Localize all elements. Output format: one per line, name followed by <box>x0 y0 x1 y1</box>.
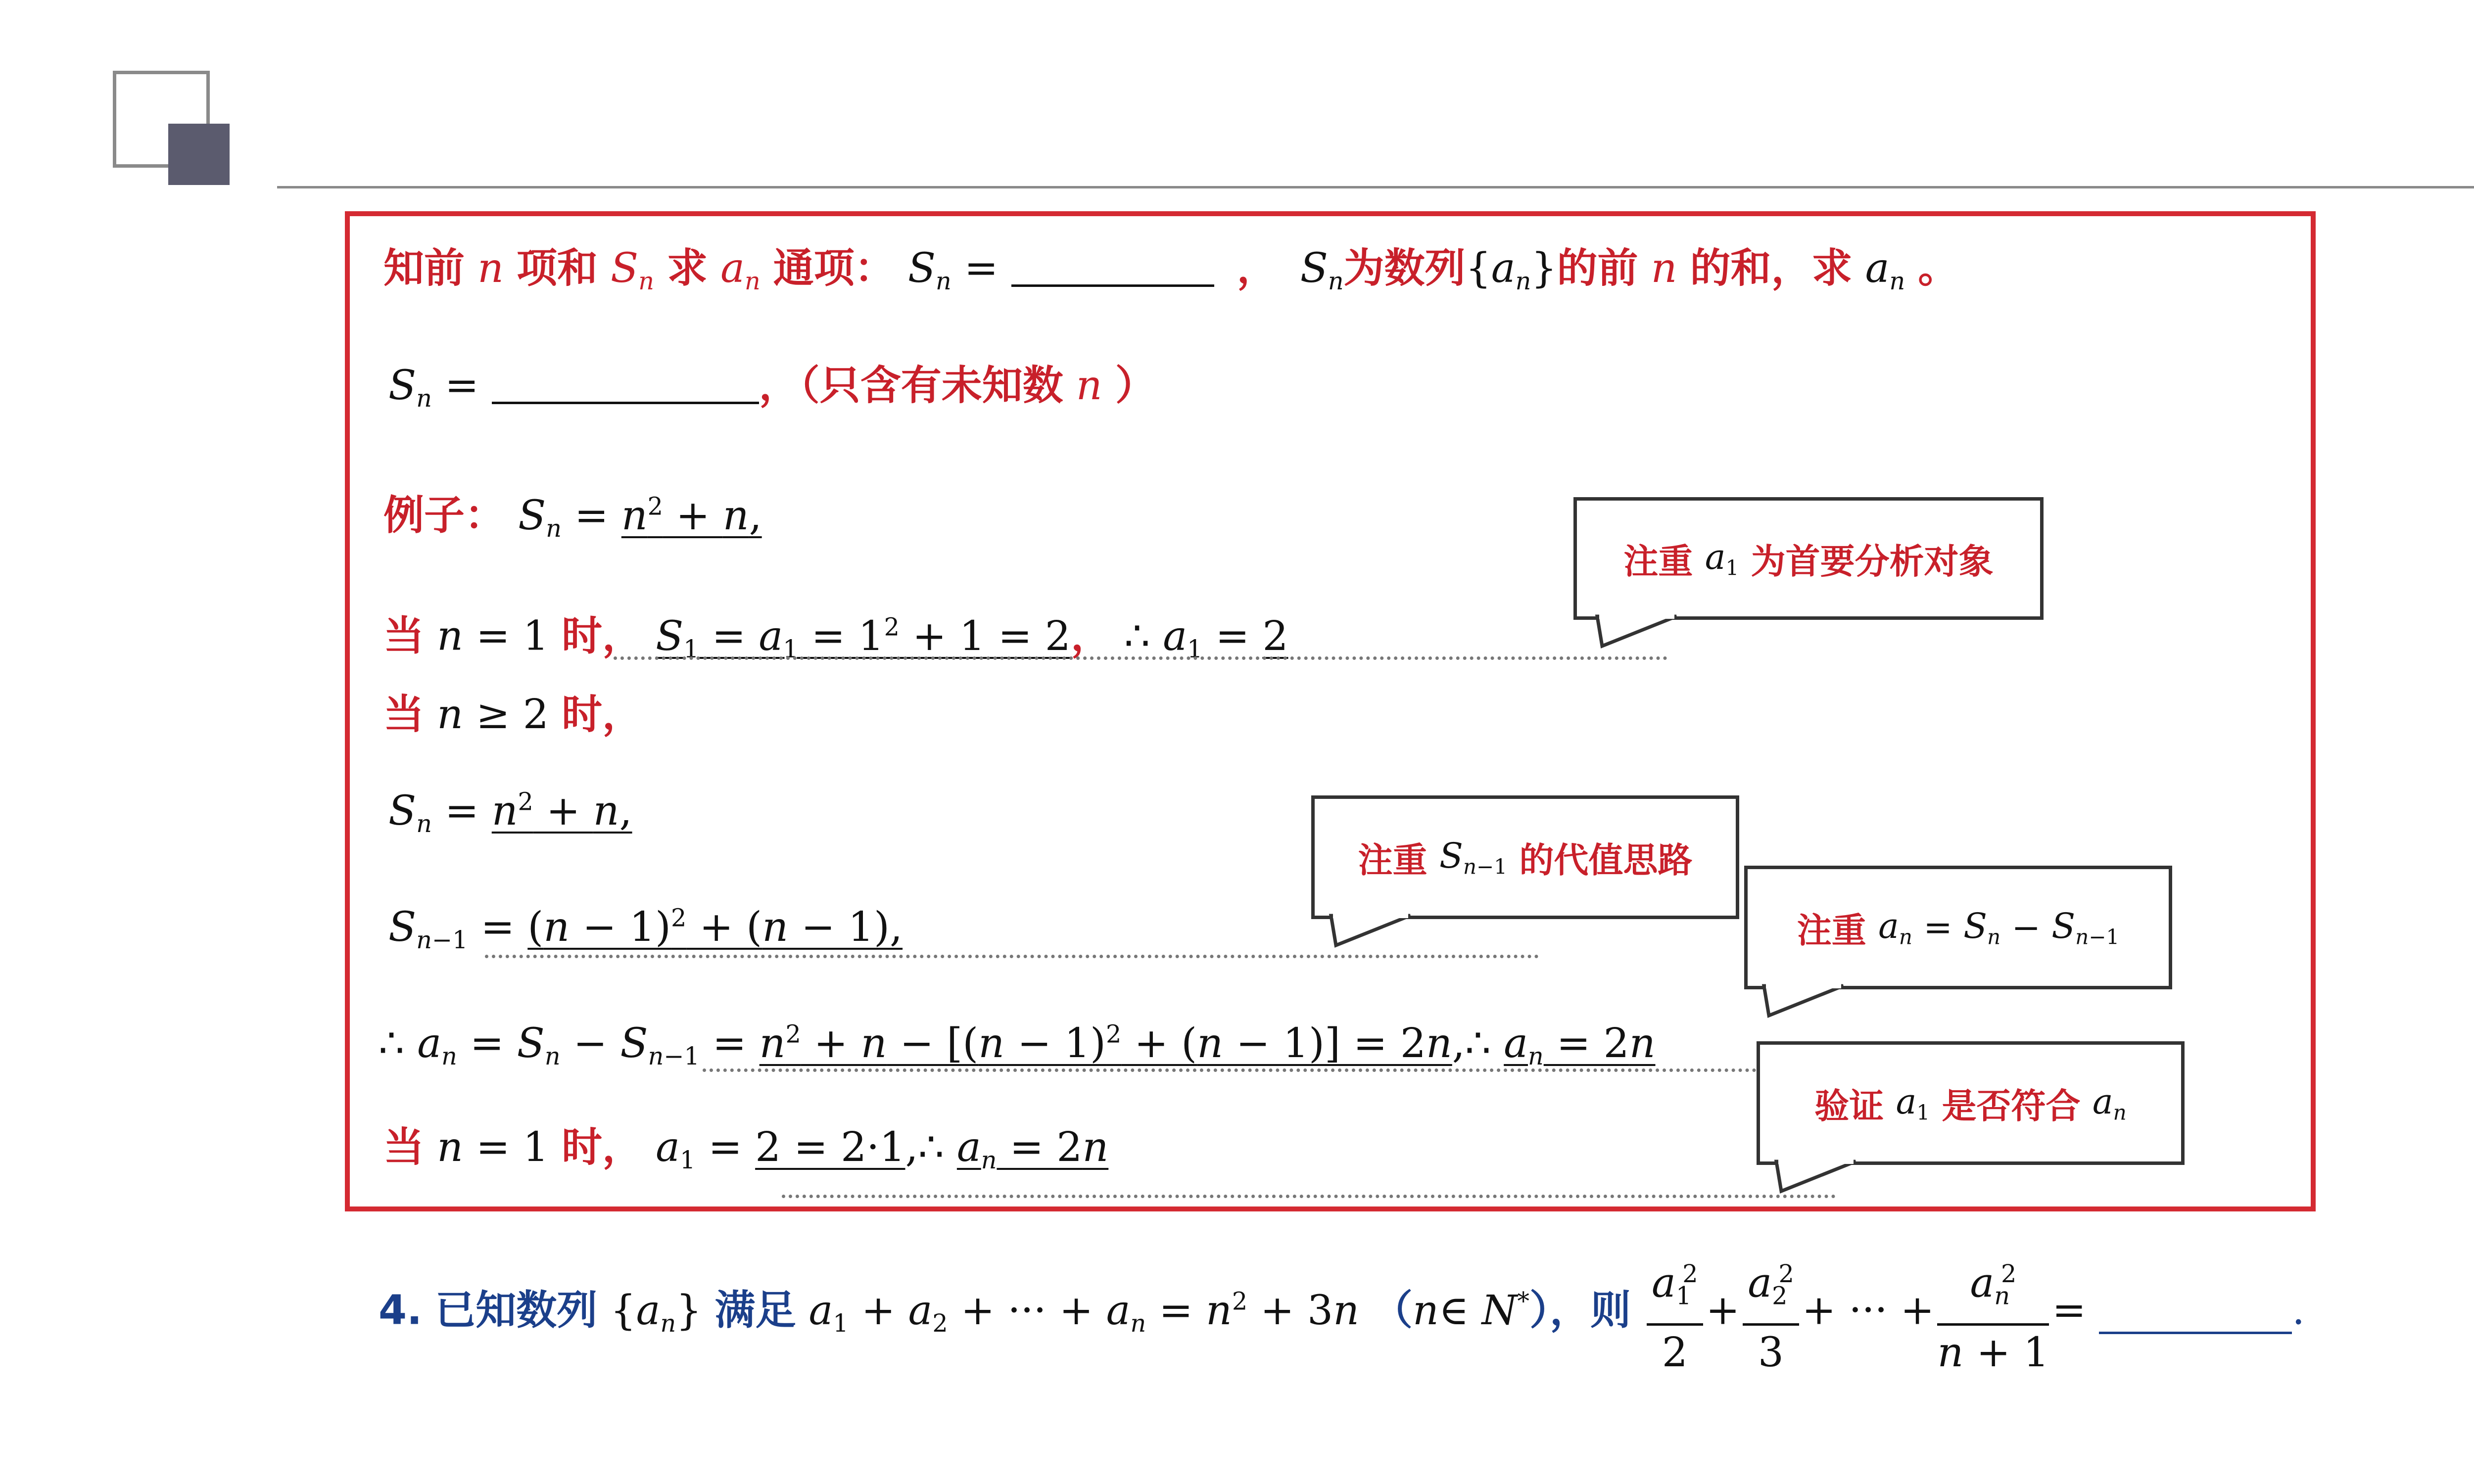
dotted-underline <box>614 656 1667 660</box>
sn-line: $S_n$ = ，（只含有未知数 n ） <box>388 362 1156 413</box>
callout-tail <box>1331 916 1415 950</box>
verify-line: 当 n = 1 时， $a_1 = 2$ = 2·1,∴ $a_n = 2n$ <box>383 1124 1109 1174</box>
sn-blank-1[interactable] <box>1011 284 1214 287</box>
corner-square-filled-icon <box>168 124 230 185</box>
callout-verify-a1: 验证 $a_1$ 是否符合 $a_n$ <box>1757 1041 2185 1165</box>
sn-blank-2[interactable] <box>492 402 759 404</box>
n-equals-1-line: 当 n = 1 时， $S_1 = a_1 = 1^2 + 1 = 2$， ∴ $a_1 = 2$ <box>383 612 1288 663</box>
callout-tail <box>1776 1161 1860 1196</box>
callout-sn1-substitution: 注重 $S_{n-1}$ 的代值思路 <box>1311 795 1739 919</box>
callout-tail <box>1597 616 1681 651</box>
callout-a1-focus: 注重 $a_1$ 为首要分析对象 <box>1573 497 2044 620</box>
fraction-1: $\frac{a_1^2}{2}$ <box>1647 1247 1703 1380</box>
callout-an-formula: 注重 $a_n$ = $S_n$ − $S_{n-1}$ <box>1744 866 2172 989</box>
fraction-n: $\frac{a_n^2}{n + 1}$ <box>1937 1247 2049 1380</box>
fraction-2: $\frac{a_2^2}{3}$ <box>1743 1247 1799 1380</box>
sn-expression-line: $S_n = n^2 + n$, <box>388 787 632 838</box>
an-derivation-line: ∴ $a_n = S_n - S_{n-1} = n^2 + n - [(n - 1)^2 + (n - 1)]$ = 2n,∴ $a_n = 2n$ <box>379 1020 1656 1070</box>
n-geq-2-line: 当 n ≥ 2 时， <box>383 691 643 738</box>
example-line: 例子： $S_n = n^2 + n$, <box>383 492 762 543</box>
title-line: 知前 n 项和 $S_n$ 求 $a_n$ 通项： $S_n$ = ， $S_n$为数列$\{a_n\}$的前 n 的和，求 $a_n$ 。 <box>383 245 1959 295</box>
header-rule <box>277 186 2474 188</box>
dotted-underline <box>703 1068 1757 1072</box>
sn-minus-1-line: $S_{n-1} = (n - 1)^2 + (n - 1)$, <box>388 903 903 954</box>
question-4: 4. 已知数列 $\{a_n\}$ 满足 $a_1 + a_2$ + ··· + $a_n = n^2 + 3n$ （n∈ N*），则 $\frac{a_1^2}{2}$ + $\frac{a_2^2}{3}$ + ··· + $\frac{a_n^2}{n + 1}$ = . <box>379 1247 2305 1380</box>
callout-tail <box>1764 986 1848 1020</box>
answer-blank[interactable] <box>2099 1332 2292 1334</box>
dotted-underline <box>782 1195 1836 1198</box>
dotted-underline <box>485 955 1539 958</box>
